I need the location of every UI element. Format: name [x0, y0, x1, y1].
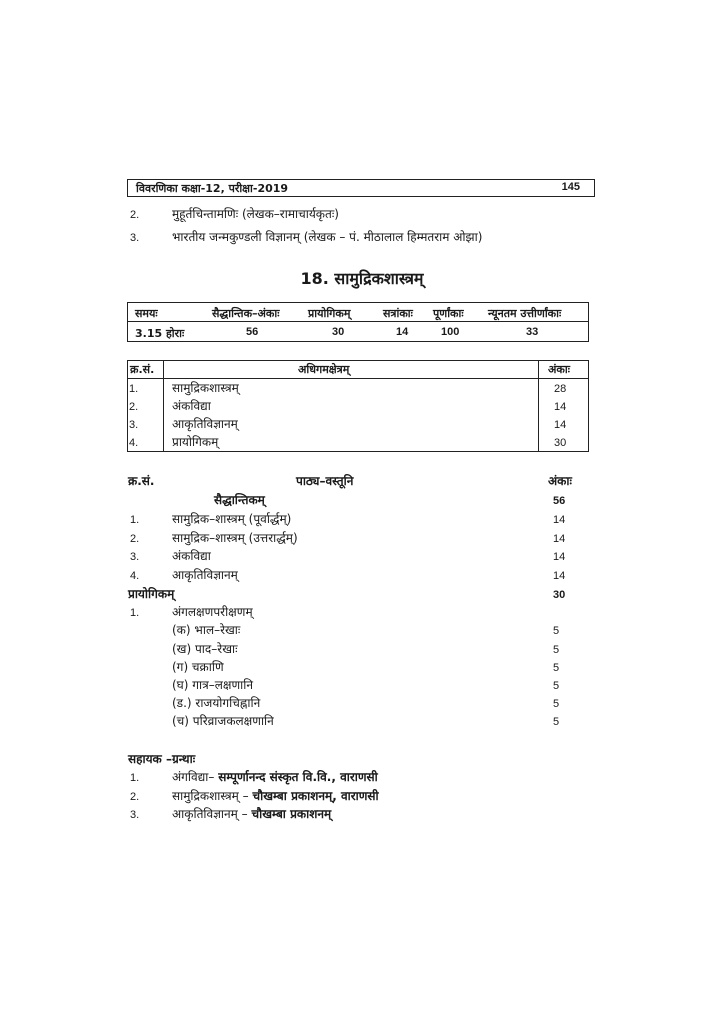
list-item-text: आकृतिविज्ञानम् — [172, 568, 238, 582]
sub-item-marks: 5 — [553, 680, 560, 692]
divider — [128, 378, 588, 379]
list-item-number: 4. — [130, 570, 140, 582]
header-title: विवरणिका कक्षा-12, परीक्षा-2019 — [136, 182, 289, 195]
header-session-marks: सत्रांकाः — [383, 307, 413, 320]
divider — [538, 361, 539, 451]
divider — [128, 321, 588, 322]
list-item-number: 2. — [130, 209, 140, 221]
references-heading: सहायक –ग्रन्थाः — [128, 752, 196, 766]
reference-title: अंगविद्या– — [172, 770, 215, 784]
sub-item-marks: 5 — [553, 698, 560, 710]
syllabus-col-marks: अंकाः — [548, 474, 572, 488]
syllabus-col-number: क्र.सं. — [128, 474, 155, 488]
reference-item — [172, 789, 379, 803]
reference-item — [172, 807, 331, 821]
section-title: 18. सामुद्रिकशास्त्रम् — [300, 269, 424, 288]
table-row-marks: 30 — [554, 437, 567, 449]
sub-item-text: (च) परिव्राजकलक्षणानि — [172, 714, 274, 728]
list-item-number: 3. — [130, 551, 140, 563]
col-header-area: अधिगमक्षेत्रम् — [298, 363, 350, 376]
reference-number: 3. — [130, 809, 140, 821]
header-time: समयः — [135, 307, 158, 320]
list-item-text: मुहूर्तचिन्तामणिः (लेखक–रामाचार्यकृतः) — [172, 207, 339, 221]
theory-heading: सैद्धान्तिकम् — [214, 493, 265, 507]
reference-publisher: सम्पूर्णानन्द संस्कृत वि.वि., वाराणसी — [218, 770, 378, 784]
theory-total: 56 — [553, 495, 566, 507]
table-row-number: 4. — [129, 437, 139, 449]
col-header-number: क्र.सं. — [130, 363, 155, 376]
practical-heading: प्रायोगिकम् — [128, 587, 175, 601]
list-item-number: 2. — [130, 533, 140, 545]
header-theory-marks: सैद्धान्तिक–अंकाः — [212, 307, 280, 320]
page-header — [127, 179, 595, 197]
table-row-area: आकृतिविज्ञानम् — [172, 417, 238, 431]
sub-item-text: (क) भाल–रेखाः — [172, 623, 241, 637]
reference-publisher: चौखम्बा प्रकाशनम् — [251, 807, 332, 821]
sub-item-marks: 5 — [553, 644, 560, 656]
page-number: 145 — [561, 181, 580, 193]
value-theory-marks: 56 — [246, 326, 259, 338]
reference-title: आकृतिविज्ञानम् – — [172, 807, 248, 821]
divider — [163, 361, 164, 451]
list-item-number: 3. — [130, 232, 140, 244]
list-item-marks: 14 — [553, 514, 566, 526]
sub-item-text: (ड.) राजयोगचिह्नानि — [172, 696, 261, 710]
value-time: 3.15 होराः — [135, 327, 185, 340]
list-item-marks: 14 — [553, 551, 566, 563]
list-item-marks: 14 — [553, 533, 566, 545]
header-min-pass-marks: न्यूनतम उत्तीर्णांकाः — [488, 307, 562, 320]
header-practical: प्रायोगिकम् — [308, 307, 351, 320]
sub-item-marks: 5 — [553, 662, 560, 674]
table-row-number: 1. — [129, 383, 139, 395]
table-row-number: 3. — [129, 419, 139, 431]
reference-number: 1. — [130, 772, 140, 784]
sub-item-marks: 5 — [553, 716, 560, 728]
table-row-marks: 14 — [554, 401, 567, 413]
list-item-number: 1. — [130, 514, 140, 526]
reference-item — [172, 770, 378, 784]
table-row-area: अंकविद्या — [172, 399, 211, 413]
list-item-text: सामुद्रिक–शास्त्रम् (उत्तरार्द्धम्) — [172, 531, 298, 545]
value-full-marks: 100 — [441, 326, 460, 338]
table-row-number: 2. — [129, 401, 139, 413]
marks-summary-table — [127, 302, 589, 342]
sub-item-text: (ख) पाद–रेखाः — [172, 642, 238, 656]
list-item-text: अंगलक्षणपरीक्षणम् — [172, 605, 253, 619]
table-row-marks: 14 — [554, 419, 567, 431]
list-item-text: अंकविद्या — [172, 549, 211, 563]
sub-item-text: (ग) चक्राणि — [172, 660, 224, 674]
list-item-text: सामुद्रिक–शास्त्रम् (पूर्वार्द्धम्) — [172, 512, 292, 526]
practical-total: 30 — [553, 589, 566, 601]
list-item-marks: 14 — [553, 570, 566, 582]
reference-number: 2. — [130, 791, 140, 803]
sub-item-marks: 5 — [553, 625, 560, 637]
value-min-pass-marks: 33 — [526, 326, 539, 338]
reference-title: सामुद्रिकशास्त्रम् – — [172, 789, 249, 803]
sub-item-text: (घ) गात्र–लक्षणानि — [172, 678, 254, 692]
header-full-marks: पूर्णांकाः — [433, 307, 464, 320]
col-header-marks: अंकाः — [548, 363, 570, 376]
list-item-number: 1. — [130, 607, 140, 619]
list-item-text: भारतीय जन्मकुण्डली विज्ञानम् (लेखक – पं. मीठालाल हिम्मतराम ओझा) — [172, 230, 483, 244]
reference-publisher: चौखम्बा प्रकाशनम्, वाराणसी — [252, 789, 379, 803]
table-row-area: प्रायोगिकम् — [172, 435, 219, 449]
learning-area-table — [127, 360, 589, 452]
table-row-area: सामुद्रिकशास्त्रम् — [172, 381, 239, 395]
value-session-marks: 14 — [396, 326, 409, 338]
table-row-marks: 28 — [554, 383, 567, 395]
syllabus-col-content: पाठ्य–वस्तूनि — [296, 474, 354, 488]
value-practical: 30 — [332, 326, 345, 338]
